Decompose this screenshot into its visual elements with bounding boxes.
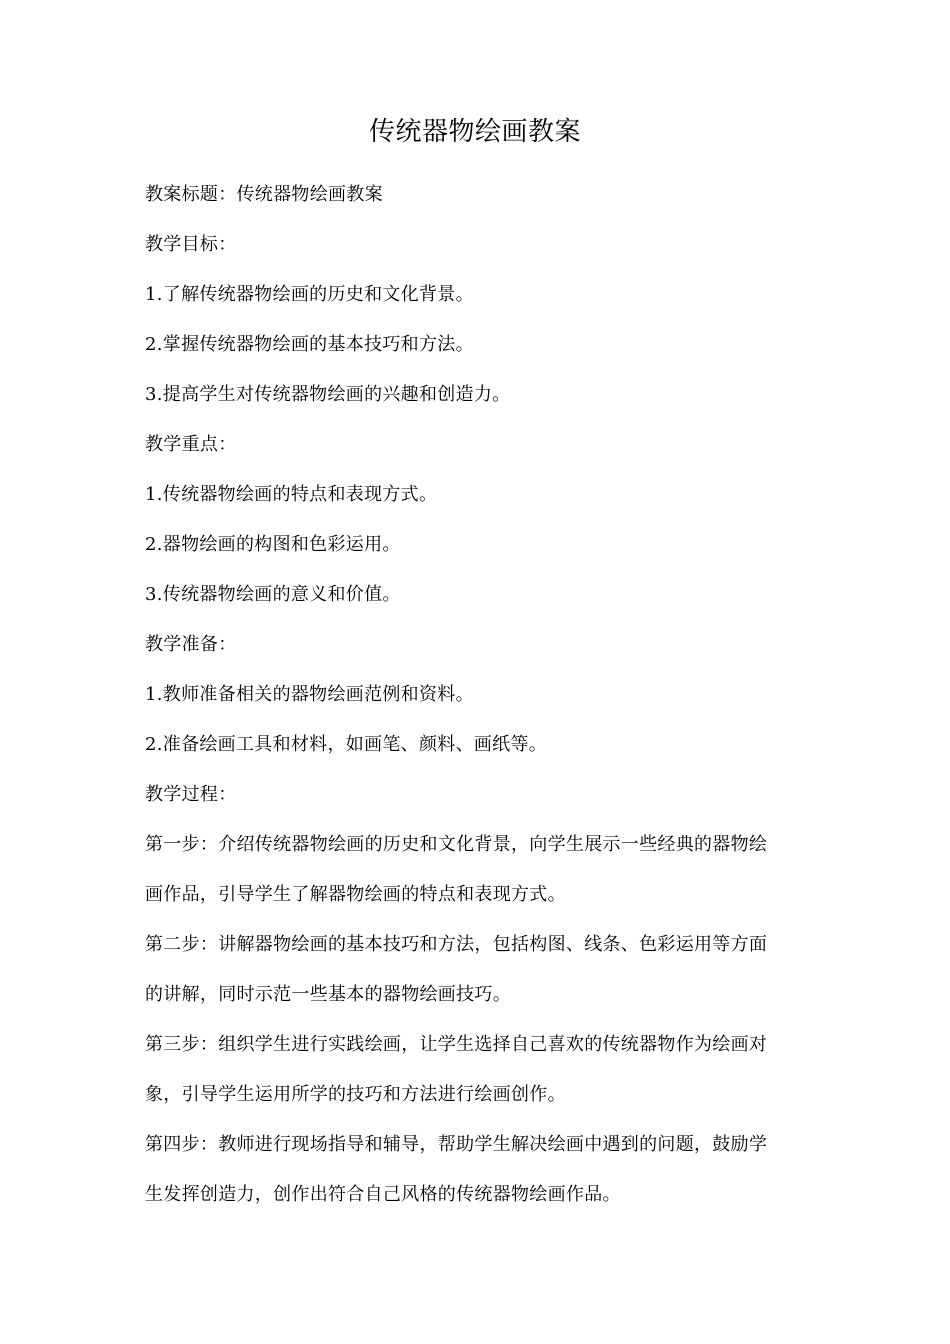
text-line: 2.器物绘画的构图和色彩运用。 [145, 534, 401, 555]
paragraph-preparation-2 [145, 720, 805, 770]
text-line: 1.了解传统器物绘画的历史和文化背景。 [145, 284, 474, 305]
paragraph-key-point-2 [145, 520, 805, 570]
text-line: 教案标题：传统器物绘画教案 [145, 184, 383, 205]
paragraph-step-3 [145, 1020, 805, 1120]
text-line: 第二步：讲解器物绘画的基本技巧和方法，包括构图、线条、色彩运用等方面 [145, 934, 768, 955]
text-line: 1.传统器物绘画的特点和表现方式。 [145, 484, 438, 505]
text-line: 3.传统器物绘画的意义和价值。 [145, 584, 401, 605]
paragraph-step-2 [145, 920, 805, 1020]
paragraph-heading-preparation [145, 620, 805, 670]
paragraph-preparation-1 [145, 670, 805, 720]
text-line: 1.教师准备相关的器物绘画范例和资料。 [145, 684, 474, 705]
text-line: 教学目标： [145, 234, 237, 255]
text-line: 2.准备绘画工具和材料，如画笔、颜料、画纸等。 [145, 734, 548, 755]
document-body [145, 170, 805, 1220]
text-line: 3.提高学生对传统器物绘画的兴趣和创造力。 [145, 384, 511, 405]
text-line: 2.掌握传统器物绘画的基本技巧和方法。 [145, 334, 474, 355]
text-line: 生发挥创造力，创作出符合自己风格的传统器物绘画作品。 [145, 1184, 621, 1205]
paragraph-heading-key-points [145, 420, 805, 470]
paragraph-objective-3 [145, 370, 805, 420]
paragraph-key-point-3 [145, 570, 805, 620]
paragraph-heading-process [145, 770, 805, 820]
text-line: 第三步：组织学生进行实践绘画，让学生选择自己喜欢的传统器物作为绘画对 [145, 1034, 768, 1055]
text-line: 画作品，引导学生了解器物绘画的特点和表现方式。 [145, 884, 566, 905]
paragraph-key-point-1 [145, 470, 805, 520]
document-title: 传统器物绘画教案 [368, 117, 581, 147]
text-line: 第一步：介绍传统器物绘画的历史和文化背景，向学生展示一些经典的器物绘 [145, 834, 768, 855]
paragraph-step-1 [145, 820, 805, 920]
paragraph-lesson-title [145, 170, 805, 220]
text-line: 教学过程： [145, 784, 237, 805]
text-line: 的讲解，同时示范一些基本的器物绘画技巧。 [145, 984, 511, 1005]
paragraph-objective-2 [145, 320, 805, 370]
text-line: 象，引导学生运用所学的技巧和方法进行绘画创作。 [145, 1084, 566, 1105]
paragraph-heading-objectives [145, 220, 805, 270]
text-line: 教学准备： [145, 634, 237, 655]
paragraph-objective-1 [145, 270, 805, 320]
text-line: 第四步：教师进行现场指导和辅导，帮助学生解决绘画中遇到的问题，鼓励学 [145, 1134, 768, 1155]
paragraph-step-4 [145, 1120, 805, 1220]
text-line: 教学重点： [145, 434, 237, 455]
